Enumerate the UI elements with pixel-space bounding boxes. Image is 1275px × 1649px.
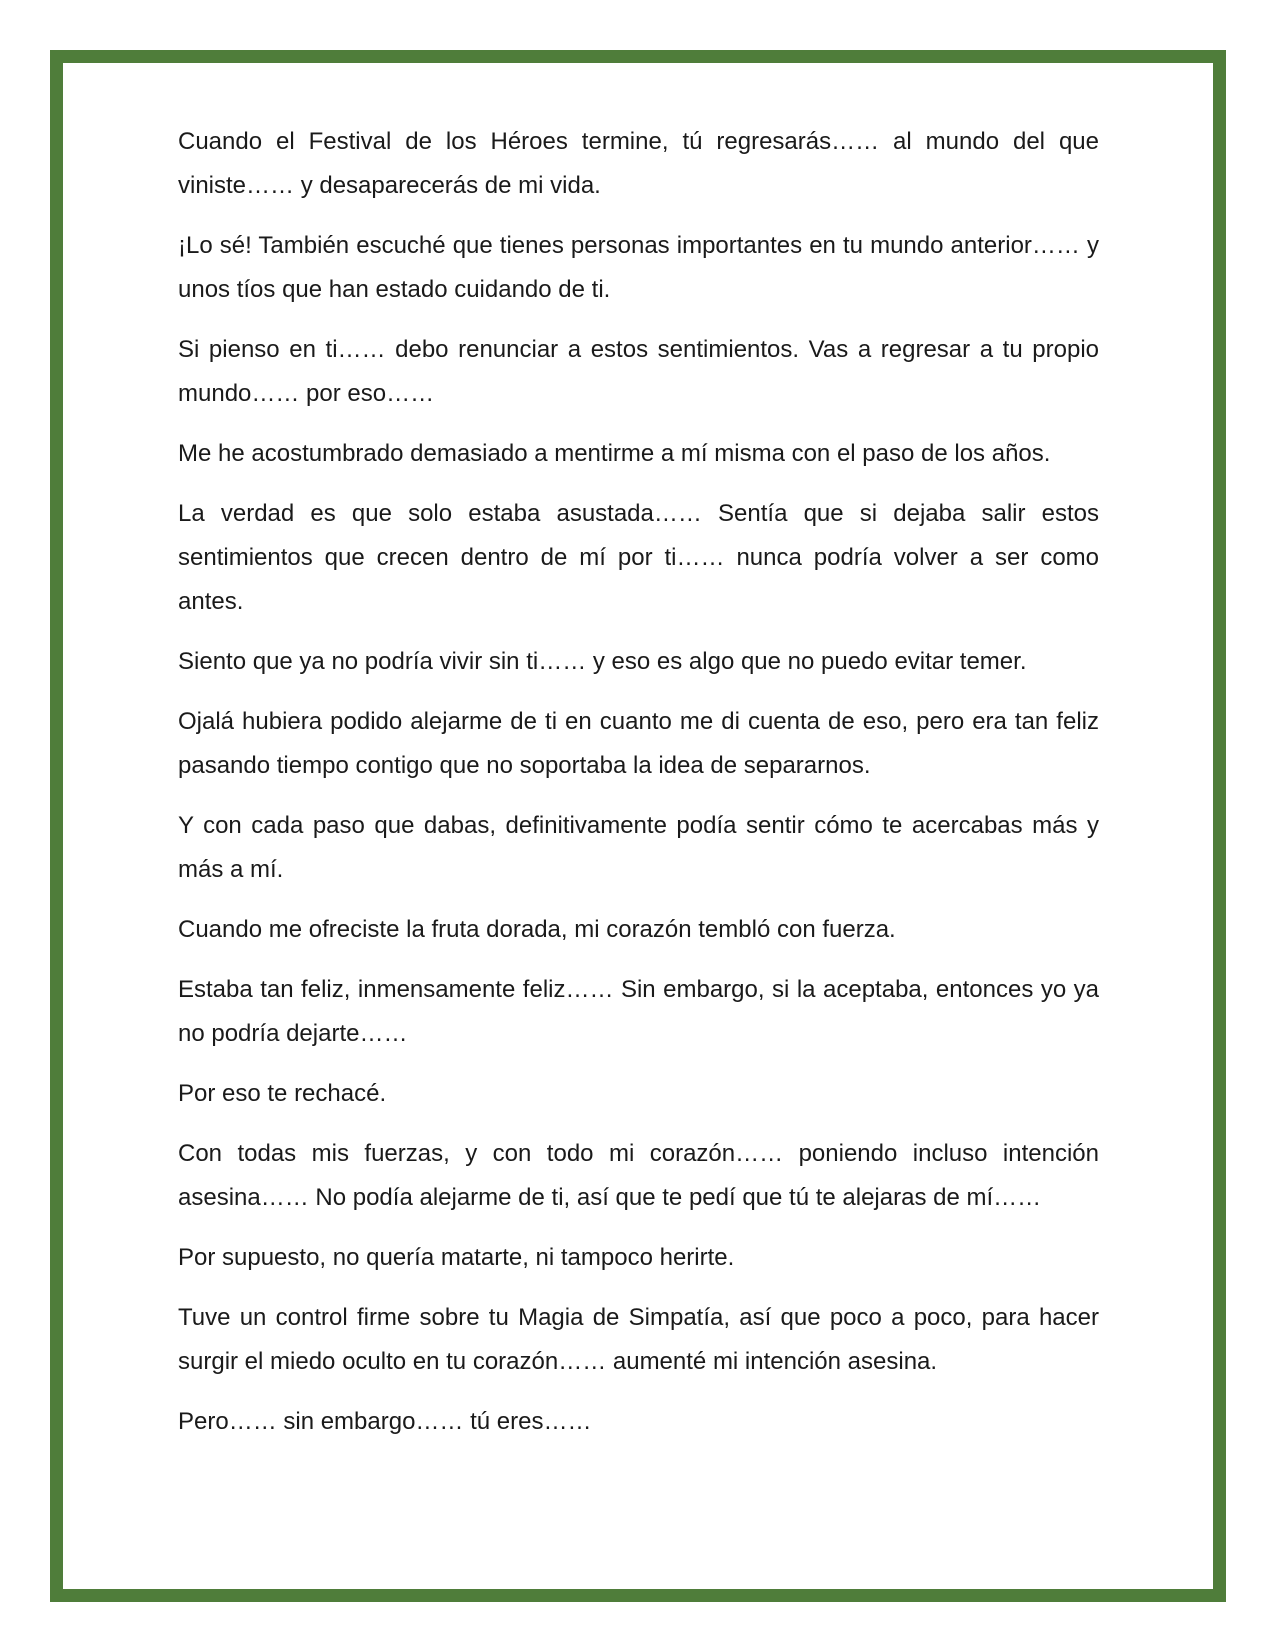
paragraph: Me he acostumbrado demasiado a mentirme a mí misma con el paso de los años. (178, 440, 1051, 467)
paragraph: Ojalá hubiera podido alejarme de ti en cuanto me di cuenta de eso, pero era tan feliz pasando tiempo contigo que no soportaba la idea de separarnos. (178, 708, 1099, 779)
paragraph: Por eso te rechacé. (178, 1080, 387, 1107)
paragraph: Por supuesto, no quería matarte, ni tampoco herirte. (178, 1244, 735, 1271)
paragraph: Cuando me ofreciste la fruta dorada, mi corazón tembló con fuerza. (178, 916, 896, 943)
paragraph: Cuando el Festival de los Héroes termine, tú regresarás…… al mundo del que viniste…… y desaparecerás de mi vida. (178, 128, 1099, 199)
paragraph: Estaba tan feliz, inmensamente feliz…… Sin embargo, si la aceptaba, entonces yo ya no podría dejarte…… (178, 976, 1099, 1047)
paragraph: Siento que ya no podría vivir sin ti…… y eso es algo que no puedo evitar temer. (178, 648, 1027, 675)
paragraph: Con todas mis fuerzas, y con todo mi corazón…… poniendo incluso intención asesina…… No podía alejarme de ti, así que te pedí que tú te alejaras de mí…… (178, 1140, 1099, 1211)
document-body (178, 120, 1099, 1460)
paragraph: Y con cada paso que dabas, definitivamente podía sentir cómo te acercabas más y más a mí. (178, 812, 1099, 883)
paragraph: Tuve un control firme sobre tu Magia de Simpatía, así que poco a poco, para hacer surgir el miedo oculto en tu corazón…… aumenté mi intención asesina. (178, 1304, 1099, 1375)
paragraph: La verdad es que solo estaba asustada…… Sentía que si dejaba salir estos sentimientos que crecen dentro de mí por ti…… nunca podría volver a ser como antes. (178, 500, 1099, 615)
paragraph: Si pienso en ti…… debo renunciar a estos sentimientos. Vas a regresar a tu propio mundo…… por eso…… (178, 336, 1099, 407)
paragraph: Pero…… sin embargo…… tú eres…… (178, 1408, 592, 1435)
paragraph: ¡Lo sé! También escuché que tienes personas importantes en tu mundo anterior…… y unos tíos que han estado cuidando de ti. (178, 232, 1099, 303)
